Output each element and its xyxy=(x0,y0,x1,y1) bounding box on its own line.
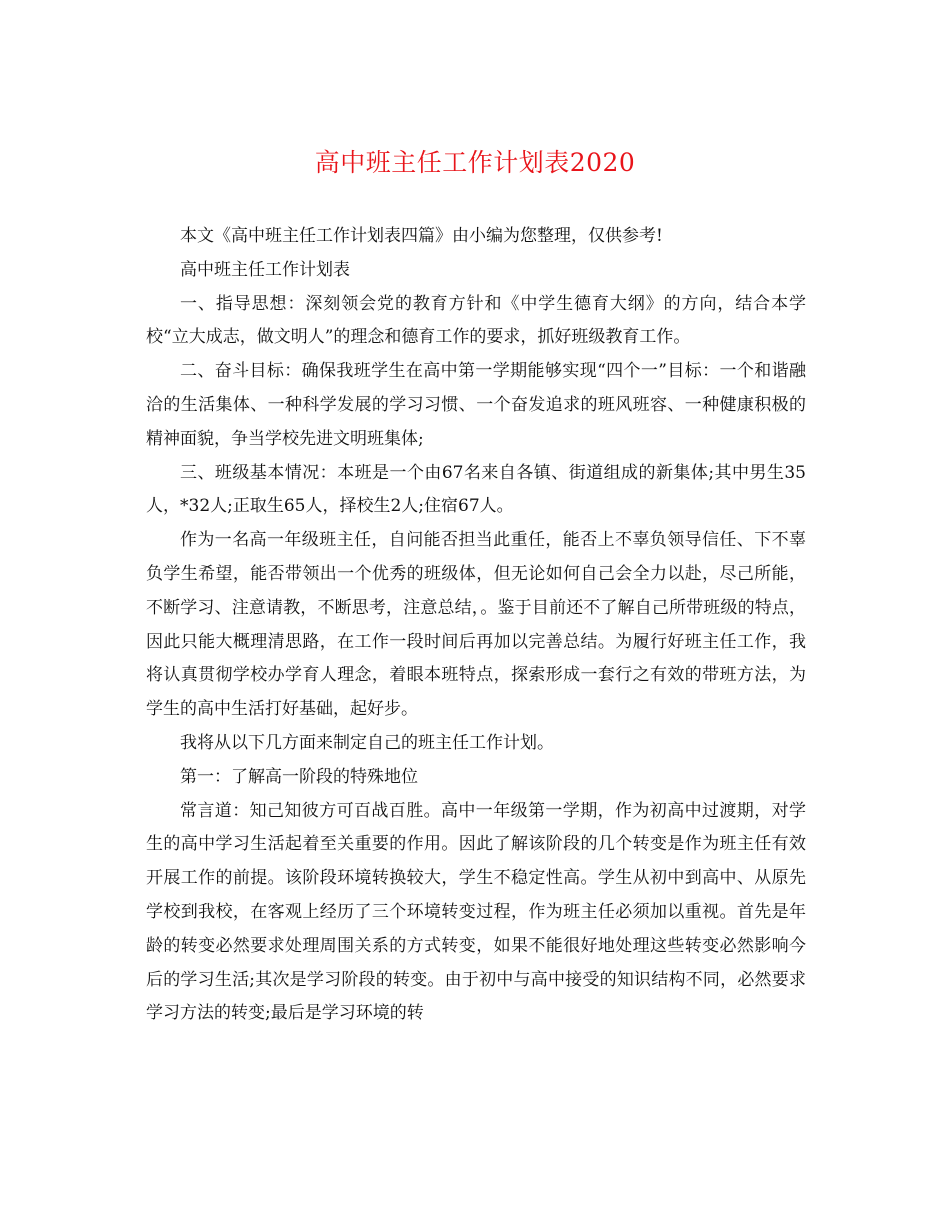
paragraph-guiding-ideology: 一、指导思想：深刻领会党的教育方针和《中学生德育大纲》的方向，结合本学校“立大成志，做文明人”的理念和德育工作的要求，抓好班级教育工作。 xyxy=(146,293,806,348)
document-body xyxy=(146,220,806,1031)
paragraph-section-one: 第一：了解高一阶段的特殊地位 xyxy=(180,766,418,787)
paragraph-class-info: 三、班级基本情况：本班是一个由67名来自各镇、街道组成的新集体;其中男生35人，*32人;正取生65人，择校生2人;住宿67人。 xyxy=(146,462,806,517)
paragraph-intro: 本文《高中班主任工作计划表四篇》由小编为您整理，仅供参考! xyxy=(180,226,663,246)
paragraph-heading: 高中班主任工作计划表 xyxy=(180,259,350,280)
document-title: 高中班主任工作计划表2020 xyxy=(314,148,636,177)
paragraph-plan-intro: 我将从以下几方面来制定自己的班主任工作计划。 xyxy=(180,732,554,753)
paragraph-stage-analysis: 常言道：知己知彼方可百战百胜。高中一年级第一学期，作为初高中过渡期，对学生的高中学习生活起着至关重要的作用。因此了解该阶段的几个转变是作为班主任有效开展工作的前提。该阶段环境转换较大，学生不稳定性高。学生从初中到高中、从原先学校到我校，在客观上经历了三个环境转变过程，作为班主任必须加以重视。首先是年龄的转变必然要求处理周围关系的方式转变，如果不能很好地处理这些转变必然影响今后的学习生活;其次是学习阶段的转变。由于初中与高中接受的知识结构不同，必然要求学习方法的转变;最后是学习环境的转 xyxy=(146,800,806,1024)
paragraph-goals: 二、奋斗目标：确保我班学生在高中第一学期能够实现“四个一”目标：一个和谐融洽的生活集体、一种科学发展的学习习惯、一个奋发追求的班风班容、一种健康积极的精神面貌，争当学校先进文明班集体; xyxy=(146,361,806,449)
paragraph-self-reflection: 作为一名高一年级班主任，自问能否担当此重任，能否上不辜负领导信任、下不辜负学生希望，能否带领出一个优秀的班级体，但无论如何自己会全力以赴，尽己所能，不断学习、注意请教，不断思考，注意总结，。鉴于目前还不了解自己所带班级的特点，因此只能大概理清思路，在工作一段时间后再加以完善总结。为履行好班主任工作，我将认真贯彻学校办学育人理念，着眼本班特点，探索形成一套行之有效的带班方法，为学生的高中生活打好基础，起好步。 xyxy=(146,530,806,720)
